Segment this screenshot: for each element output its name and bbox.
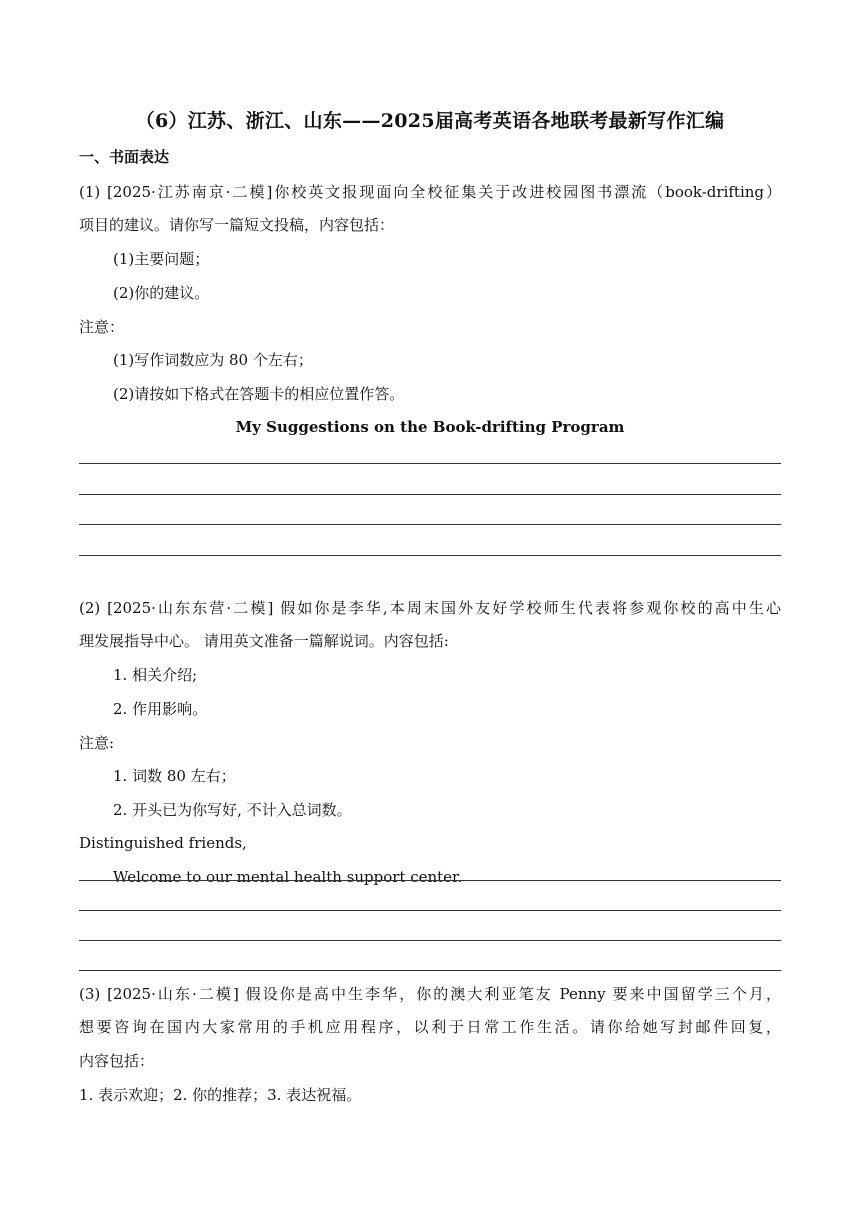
q3-prompt-line-1: (3) [2025·山东·二模] 假设你是高中生李华，你的澳大利亚笔友 Penny 要来中国留学三个月，: [79, 985, 781, 1003]
q2-prompt-line-1: (2) [2025·山东东营·二模] 假如你是李华,本周末国外友好学校师生代表将参观你校的高中生心: [79, 599, 781, 617]
q1-note-2: (2)请按如下格式在答题卡的相应位置作答。: [113, 385, 405, 403]
q2-answer-line: [79, 940, 781, 941]
q1-answer-line: [79, 463, 781, 464]
q3-requirements: 1. 表示欢迎；2. 你的推荐；3. 表达祝福。: [79, 1086, 362, 1104]
q1-content-item-1: (1)主要问题；: [113, 250, 210, 268]
q1-prompt-line-2: 项目的建议。请你写一篇短文投稿，内容包括：: [79, 216, 395, 234]
q2-opening-sentence: Welcome to our mental health support center.: [113, 868, 463, 886]
document-title: （6）江苏、浙江、山东——2025届高考英语各地联考最新写作汇编: [135, 110, 725, 132]
q1-answer-line: [79, 524, 781, 525]
q1-essay-title: My Suggestions on the Book-drifting Program: [235, 418, 625, 436]
section-heading: 一、书面表达: [79, 148, 170, 166]
q2-content-item-1: 1. 相关介绍;: [113, 666, 198, 684]
q2-prompt-line-2: 理发展指导中心。 请用英文准备一篇解说词。内容包括:: [79, 632, 449, 650]
q2-content-item-2: 2. 作用影响。: [113, 700, 208, 718]
q1-content-item-2: (2)你的建议。: [113, 284, 210, 302]
q2-note-2: 2. 开头已为你写好, 不计入总词数。: [113, 801, 352, 819]
q3-prompt-line-3: 内容包括：: [79, 1052, 155, 1070]
q2-note-label: 注意:: [79, 734, 115, 752]
q1-note-1: (1)写作词数应为 80 个左右；: [113, 351, 313, 369]
q2-answer-line: [79, 970, 781, 971]
q2-answer-line: [79, 880, 781, 881]
q3-prompt-line-2: 想要咨询在国内大家常用的手机应用程序，以利于日常工作生活。请你给她写封邮件回复，: [79, 1018, 781, 1036]
q1-prompt-line-1: (1) [2025·江苏南京·二模]你校英文报现面向全校征集关于改进校园图书漂流（book-drifting）: [79, 183, 781, 201]
q2-salutation: Distinguished friends,: [79, 834, 247, 852]
q1-note-label: 注意：: [79, 318, 125, 336]
q2-note-1: 1. 词数 80 左右；: [113, 767, 236, 785]
q1-answer-line: [79, 494, 781, 495]
q2-answer-line: [79, 910, 781, 911]
q1-answer-line: [79, 555, 781, 556]
